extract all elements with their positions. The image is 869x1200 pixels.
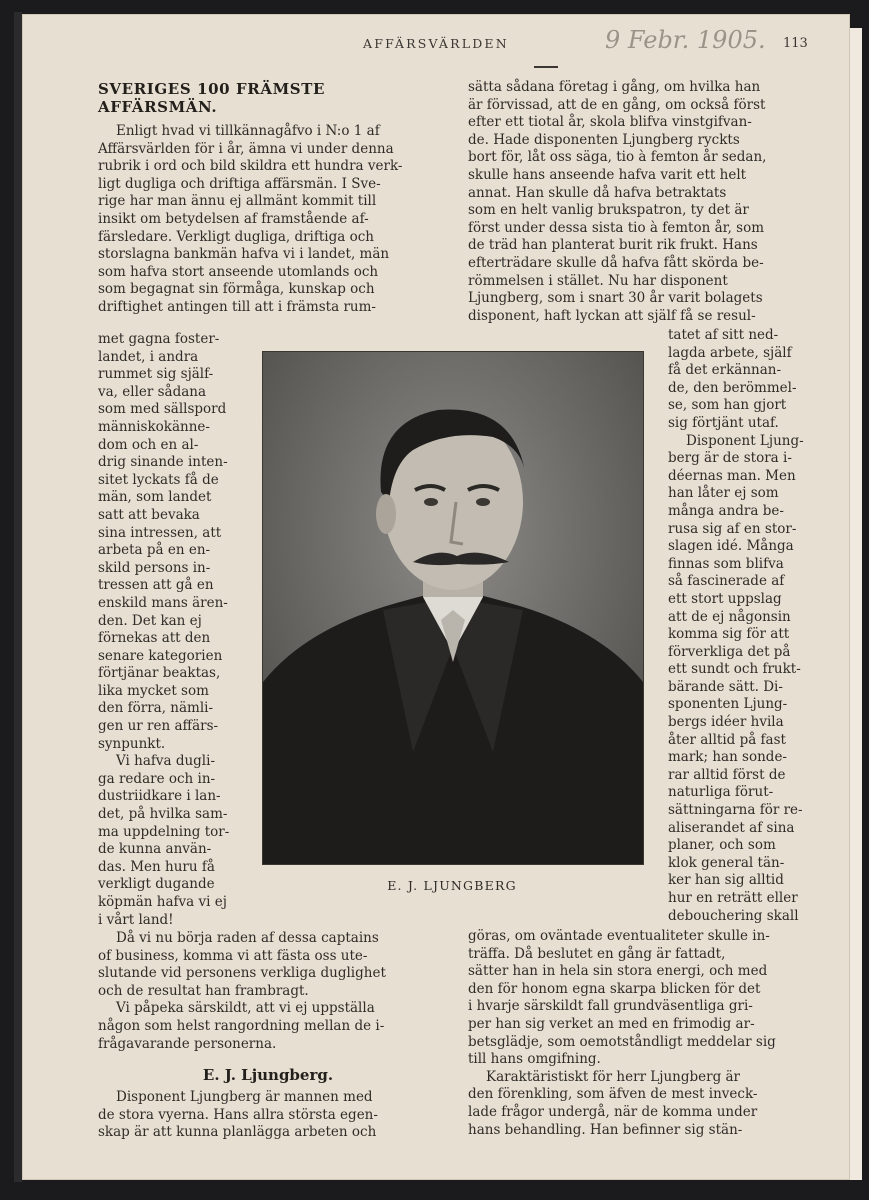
- text-line: frågavarande personerna.: [98, 1035, 277, 1052]
- text-line: de, den berömmel-: [668, 379, 797, 396]
- text-line: träffa. Då beslutet en gång är fattadt,: [468, 945, 726, 962]
- text-line: till hans omgifning.: [468, 1051, 601, 1068]
- text-line: skild persons in-: [98, 559, 211, 576]
- photo-caption: E. J. LJUNGBERG: [387, 878, 517, 893]
- text-line: satt att bevaka: [98, 506, 200, 523]
- text-line: rusa sig af en stor-: [668, 520, 797, 537]
- text-line: per han sig verket an med en frimodig ar-: [468, 1015, 755, 1032]
- page-edge: [848, 28, 862, 1180]
- text-line: den förra, nämli-: [98, 700, 214, 717]
- text-line: sitet lyckats få de: [98, 471, 219, 488]
- title-line: SVERIGES 100 FRÄMSTE: [98, 80, 326, 98]
- text-line: planer, och som: [668, 837, 776, 854]
- text-line: landet, i andra: [98, 348, 199, 365]
- text-line: efter ett tiotal år, skola blifva vinstgifvan-: [468, 114, 752, 131]
- text-line: storslagna bankmän hafva vi i landet, män: [98, 246, 390, 263]
- text-line: färsledare. Verkligt dugliga, driftiga och: [98, 228, 374, 245]
- text-line: slagen idé. Många: [668, 538, 794, 555]
- text-line: drig sinande inten-: [98, 454, 228, 471]
- text-line: dom och en al-: [98, 436, 199, 453]
- text-line: finnas som blifva: [668, 555, 784, 572]
- text-line: senare kategorien: [98, 647, 223, 664]
- text-line: rummet sig själf-: [98, 366, 214, 383]
- text-line: ker han sig alltid: [668, 872, 784, 889]
- text-line: i hvarje särskildt fall grundväsentliga gri-: [468, 998, 753, 1015]
- text-line: den förenkling, som äfven de mest inveck-: [468, 1086, 758, 1103]
- text-line: Enligt hvad vi tillkännagåfvo i N:o 1 af: [116, 123, 380, 139]
- text-line: åter alltid på fast: [668, 731, 786, 748]
- text-line: efterträdare skulle då hafva fått skörda be-: [468, 254, 764, 271]
- text-line: är förvissad, att de en gång, om också först: [468, 96, 766, 113]
- section-subheading: E. J. Ljungberg.: [202, 1066, 334, 1084]
- text-line: Disponent Ljungberg är mannen med: [116, 1089, 373, 1105]
- portrait-illustration: [263, 352, 643, 864]
- text-line: betsglädje, som oemotståndligt meddelar sig: [468, 1033, 776, 1050]
- text-line: han låter ej som: [668, 485, 779, 502]
- text-line: Ljungberg, som i snart 30 år varit bolagets: [468, 290, 763, 307]
- portrait-photo: [262, 351, 644, 865]
- text-line: det, på hvilka sam-: [98, 806, 228, 823]
- text-line: of business, komma vi att fästa oss ute-: [98, 947, 368, 964]
- text-line: bärande sätt. Di-: [668, 678, 783, 695]
- handwritten-date: 9 Febr. 1905.: [605, 26, 766, 54]
- text-line: skap är att kunna planlägga arbeten och: [98, 1124, 377, 1141]
- text-line: köpmän hafva vi ej: [98, 894, 227, 910]
- text-line: Vi påpeka särskildt, att vi ej uppställa: [116, 1000, 375, 1017]
- text-line: sättningarna för re-: [668, 802, 803, 819]
- text-line: någon som helst rangordning mellan de i-: [98, 1017, 385, 1034]
- text-line: sätter han in hela sin stora energi, och med: [468, 963, 768, 980]
- title-line: AFFÄRSMÄN.: [98, 97, 218, 116]
- right-column-bottom: [468, 928, 805, 1139]
- left-column-top: [98, 123, 438, 317]
- text-line: driftighet antingen till att i främsta rum-: [98, 298, 376, 315]
- text-line: Karaktäristiskt för herr Ljungberg är: [486, 1068, 741, 1085]
- right-column-top: [468, 79, 805, 325]
- text-line: lade frågor undergå, när de komma under: [468, 1103, 758, 1120]
- text-line: ga redare och in-: [98, 770, 216, 787]
- text-line: som en helt vanlig brukspatron, ty det är: [468, 202, 749, 219]
- text-line: hans behandling. Han befinner sig stän-: [468, 1121, 743, 1138]
- text-line: som med sällspord: [98, 401, 227, 418]
- text-line: gen ur ren affärs-: [98, 718, 219, 735]
- text-line: lagda arbete, själf: [668, 344, 792, 361]
- right-column-narrow: [668, 327, 805, 925]
- text-line: insikt om betydelsen af framstående af-: [98, 210, 369, 227]
- text-line: verkligt dugande: [98, 876, 215, 893]
- text-line: tressen att gå en: [98, 577, 214, 594]
- page-number: 113: [783, 36, 808, 51]
- text-line: aliserandet af sina: [668, 819, 795, 836]
- text-line: disponent, haft lyckan att själf få se resul-: [468, 307, 756, 324]
- text-line: déernas man. Men: [668, 467, 796, 484]
- header-rule-mark: [534, 66, 558, 68]
- text-line: ett sundt och frukt-: [668, 661, 801, 678]
- text-line: rige har man ännu ej allmänt kommit till: [98, 193, 377, 210]
- text-line: som begagnat sin förmåga, kunskap och: [98, 281, 375, 298]
- text-line: va, eller sådana: [98, 383, 207, 400]
- text-line: den. Det kan ej: [98, 612, 202, 629]
- text-line: människokänne-: [98, 418, 210, 435]
- text-line: bort för, låt oss säga, tio à femton år sedan,: [468, 149, 767, 166]
- text-line: de träd han planterat burit rik frukt. Hans: [468, 237, 758, 254]
- text-line: se, som han gjort: [668, 397, 787, 414]
- text-line: komma sig för att: [668, 626, 790, 643]
- text-line: naturliga förut-: [668, 784, 774, 801]
- text-line: rubrik i ord och bild skildra ett hundra verk-: [98, 158, 403, 175]
- text-line: enskild mans ären-: [98, 594, 228, 611]
- text-line: först under dessa sista tio à femton år, som: [468, 219, 765, 236]
- running-title: AFFÄRSVÄRLDEN: [363, 36, 509, 51]
- text-line: den för honom egna skarpa blicken för det: [468, 980, 761, 997]
- text-line: synpunkt.: [98, 735, 166, 752]
- text-line: de. Hade disponenten Ljungberg ryckts: [468, 131, 740, 148]
- left-column-final: [98, 1089, 438, 1142]
- text-line: berg är de stora i-: [668, 450, 792, 467]
- text-line: Då vi nu börja raden af dessa captains: [116, 930, 379, 946]
- text-line: arbeta på en en-: [98, 542, 211, 559]
- text-line: ett stort uppslag: [668, 590, 782, 607]
- text-line: ma uppdelning tor-: [98, 823, 230, 840]
- text-line: få det erkännan-: [668, 362, 782, 379]
- text-line: så fascinerade af: [668, 573, 785, 590]
- text-line: hur en reträtt eller: [668, 890, 798, 906]
- text-line: mark; han sonde-: [668, 749, 787, 766]
- text-line: män, som landet: [98, 489, 212, 506]
- left-column-narrow: [98, 331, 236, 929]
- text-line: Vi hafva dugli-: [116, 753, 216, 770]
- text-line: annat. Han skulle då hafva betraktats: [468, 184, 727, 201]
- text-line: debouchering skall: [668, 907, 799, 924]
- text-line: de stora vyerna. Hans allra största egen-: [98, 1106, 378, 1123]
- text-line: i vårt land!: [98, 911, 174, 928]
- text-line: rar alltid först de: [668, 766, 786, 783]
- text-line: ligt dugliga och driftiga affärsmän. I Sve-: [98, 175, 381, 192]
- text-line: Disponent Ljung-: [686, 432, 804, 449]
- binding-strip: [14, 12, 22, 1182]
- left-column-bottom: [98, 930, 438, 1053]
- text-line: och de resultat han frambragt.: [98, 982, 309, 999]
- text-line: römmelsen i stället. Nu har disponent: [468, 272, 728, 289]
- text-line: sätta sådana företag i gång, om hvilka han: [468, 79, 761, 95]
- text-line: slutande vid personens verkliga duglighet: [98, 965, 386, 982]
- text-line: lika mycket som: [98, 682, 209, 699]
- text-line: met gagna foster-: [98, 331, 220, 347]
- text-line: som hafva stort anseende utomlands och: [98, 263, 379, 280]
- text-line: dustriidkare i lan-: [98, 788, 221, 805]
- text-line: många andra be-: [668, 502, 784, 519]
- article-title: [98, 80, 325, 115]
- text-line: att de ej någonsin: [668, 608, 791, 625]
- text-line: das. Men huru få: [98, 858, 215, 875]
- text-line: bergs idéer hvila: [668, 714, 784, 731]
- text-line: göras, om oväntade eventualiteter skulle in-: [468, 928, 770, 944]
- text-line: de kunna använ-: [98, 841, 212, 858]
- page-header: [40, 26, 820, 58]
- text-line: förtjänar beaktas,: [98, 665, 221, 682]
- text-line: klok general tän-: [668, 854, 785, 871]
- text-line: förverkliga det på: [668, 643, 791, 660]
- text-line: sponenten Ljung-: [668, 696, 788, 713]
- text-line: skulle hans anseende hafva varit ett helt: [468, 166, 747, 183]
- text-line: Affärsvärlden för i år, ämna vi under denna: [98, 140, 394, 157]
- text-line: sina intressen, att: [98, 524, 222, 541]
- text-line: sig förtjänt utaf.: [668, 414, 779, 431]
- text-line: tatet af sitt ned-: [668, 327, 779, 343]
- text-line: förnekas att den: [98, 630, 211, 647]
